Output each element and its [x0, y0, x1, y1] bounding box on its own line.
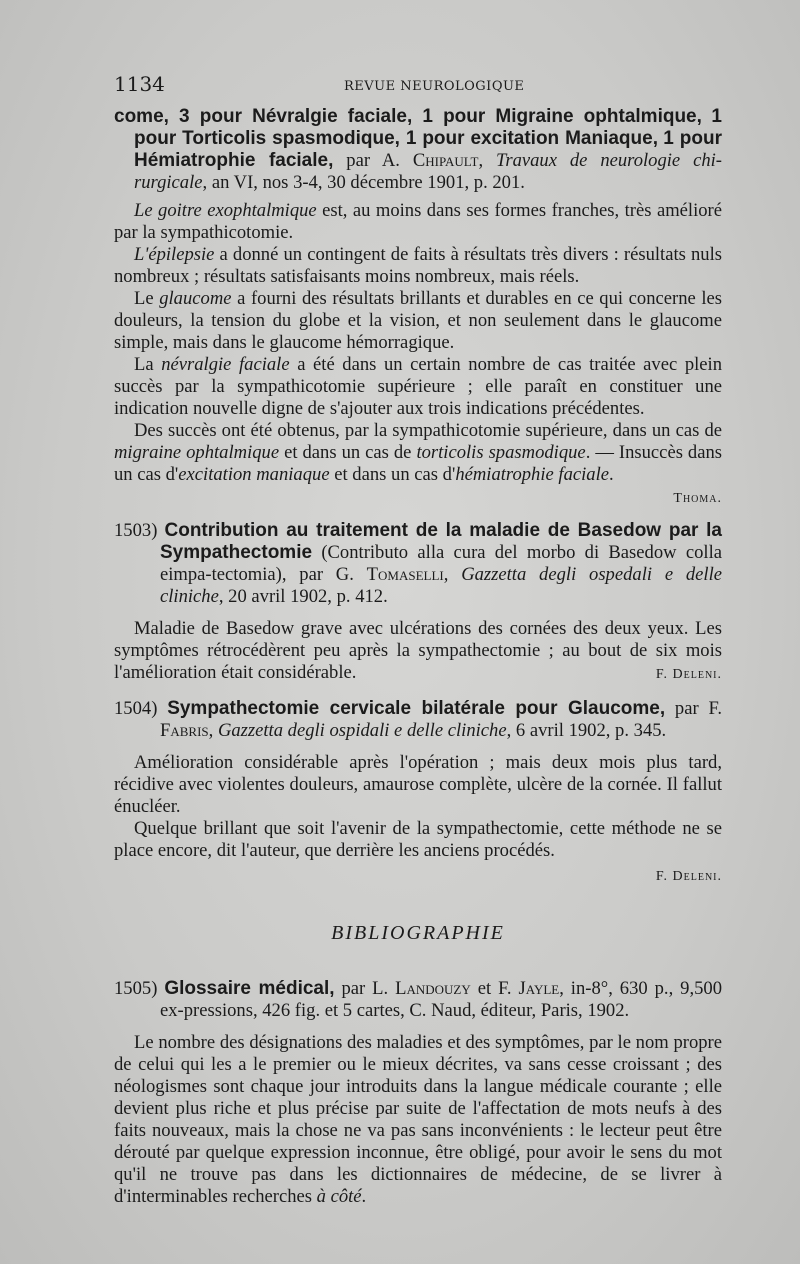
entry-1503-sep: ,	[443, 564, 462, 585]
entry-1504-par: par F.	[665, 698, 722, 719]
entry-1502-heading	[114, 106, 722, 194]
entry-1505-heading	[114, 978, 722, 1022]
entry-1503-author: Tomaselli	[366, 564, 444, 585]
entry-1505-term-a-cote: à côté	[316, 1186, 362, 1207]
entry-1503-original-title: (Contributo alla cura del morbo di Basedow colla eimpa-tectomia), par G.	[160, 542, 722, 585]
succes-b: et dans un cas de	[279, 442, 417, 463]
entry-1503-date: , 20 avril 1902, p. 412.	[218, 586, 388, 607]
entry-1503-title: Contribution au traitement de la maladie de Basedow par la Sympathectomie	[160, 520, 722, 563]
succes-c: . — Insuccès dans un cas d'	[114, 442, 723, 485]
paragraph-succes	[114, 420, 722, 486]
entry-1503-heading	[114, 520, 722, 608]
entry-1502-journal: Travaux de neurologie chi-rurgicale	[134, 150, 722, 193]
paragraph-glaucome-pre: Le	[134, 288, 160, 309]
entry-1502-par: par A.	[333, 150, 413, 171]
paragraph-glaucome-text: a fourni des résultats brillants et durables en ce qui concerne les douleurs, la tension du globe et la vision, et non seulement dans le glaucome simple, mais dans le glaucome hémorragique.	[114, 288, 723, 353]
paragraph-nevralgie	[114, 354, 722, 420]
entry-1505-title: Glossaire médical,	[164, 978, 335, 999]
entry-1502-issue: , an VI, nos 3-4, 30 décembre 1901, p. 201.	[202, 172, 525, 193]
page-content	[114, 68, 722, 1208]
entry-1503-number: 1503)	[114, 520, 165, 541]
term-nevralgie: névralgie faciale	[161, 354, 290, 375]
entry-1504-body1: Amélioration considérable après l'opération ; mais deux mois plus tard, récidive avec violentes douleurs, amaurose complète, ulcère de la cornée. Il fallut énucléer.	[114, 752, 722, 817]
succes-a: Des succès ont été obtenus, par la sympathicotomie supérieure, dans un cas de	[134, 420, 722, 441]
term-hemiatrophie: hémiatrophie faciale	[455, 464, 610, 485]
paragraph-glaucome	[114, 288, 722, 354]
running-title: REVUE NEUROLOGIQUE	[344, 79, 525, 94]
paragraph-epilepsie	[114, 244, 722, 288]
entry-1505-period: .	[361, 1186, 367, 1207]
entry-1504-title: Sympathectomie cervicale bilatérale pour Glaucome,	[167, 698, 666, 719]
page-number: 1134	[114, 72, 165, 96]
term-migraine: migraine ophtalmique	[114, 442, 280, 463]
term-excitation: excitation maniaque	[178, 464, 330, 485]
entry-1504-author: Fabris	[160, 720, 209, 741]
paragraph-epilepsie-text: a donné un contingent de faits à résultats très divers : résultats nuls nombreux ; résultats satisfaisants moins nombreux, mais réels.	[114, 244, 722, 287]
entry-1504-journal: Gazzetta degli ospidali e delle cliniche	[217, 720, 507, 741]
signature-thoma: Thoma.	[673, 491, 722, 506]
section-title-bibliographie: BIBLIOGRAPHIE	[331, 922, 505, 944]
entry-1502-title-line3: 1 pour Hémiatrophie faciale,	[134, 128, 723, 171]
paragraph-goitre-text: est, au moins dans ses formes franches, très amélioré par la sympathicotomie.	[114, 200, 722, 243]
entry-1505-author2: Jayle	[518, 978, 560, 999]
entry-1505-body	[114, 1032, 722, 1208]
succes-e: .	[609, 464, 614, 485]
paragraph-goitre	[114, 200, 722, 244]
entry-1502-author: Chipault	[412, 150, 479, 171]
entry-1504-number: 1504)	[114, 698, 168, 719]
entry-1502-continuation	[114, 106, 722, 194]
term-goitre: Le goitre exophtalmique	[134, 200, 317, 221]
term-epilepsie: L'épilepsie	[134, 244, 215, 265]
running-header	[114, 68, 722, 98]
entry-1505-par: par L.	[334, 978, 396, 999]
entry-1503-journal: Gazzetta degli ospedali e delle cliniche	[160, 564, 722, 607]
succes-d: et dans un cas d'	[329, 464, 456, 485]
entry-1505-et: et F.	[470, 978, 519, 999]
entry-1505-number: 1505)	[114, 978, 165, 999]
entry-1504-date: , 6 avril 1902, p. 345.	[506, 720, 667, 741]
entry-1504-heading	[114, 698, 722, 742]
entry-1502-title-line2: 1 pour Torticolis spasmodique, 1 pour excitation Maniaque,	[134, 106, 722, 149]
term-torticolis: torticolis spasmodique	[416, 442, 586, 463]
term-glaucome: glaucome	[159, 288, 232, 309]
paragraph-nevralgie-text: a été dans un certain nombre de cas traitée avec plein succès par la sympathicotomie supérieure ; elle paraît en constituer une indication nouvelle digne de s'ajouter aux trois indications précédentes.	[114, 354, 722, 419]
entry-1503-body: Maladie de Basedow grave avec ulcérations des cornées des deux yeux. Les symptômes rétrocédèrent peu après la sympathectomie ; au bout de six mois l'amélioration était considérable.	[114, 618, 722, 683]
entry-1502-title-line1: come, 3 pour Névralgie faciale, 1 pour Migraine ophtalmique,	[114, 106, 702, 127]
entry-1505-details: , in-8°, 630 p., 9,500 ex-pressions, 426 fig. et 5 cartes, C. Naud, éditeur, Paris, 1902.	[160, 978, 722, 1021]
entry-1504-body2: Quelque brillant que soit l'avenir de la sympathectomie, cette méthode ne se place encore, dit l'auteur, que derrière les anciens procédés.	[114, 818, 722, 861]
entry-1503-signature: F. Deleni.	[655, 667, 722, 682]
entry-1504-signature: F. Deleni.	[655, 869, 722, 884]
entry-1505-body-text: Le nombre des désignations des maladies et des symptômes, par le nom propre de celui qui les a le premier ou le mieux décrites, va sans cesse croissant ; des néologismes sont chaque jour introduits dans la langue médicale courante ; elle devient plus riche et plus précise par suite de l'affectation de mots neufs à des faits nouveaux, mais la chose ne va pas sans inconvénients : le lecteur peut être dérouté par quelque expression inconnue, être obligé, pour avoir le sens du mot qu'il ne trouve pas dans les dictionnaires de médecine, de se livrer à d'interminables recherches	[114, 1032, 722, 1207]
paragraph-nevralgie-pre: La	[134, 354, 162, 375]
entry-1504-sep: ,	[208, 720, 218, 741]
entry-1502-sep: ,	[478, 150, 497, 171]
entry-1505-author1: Landouzy	[395, 978, 471, 999]
